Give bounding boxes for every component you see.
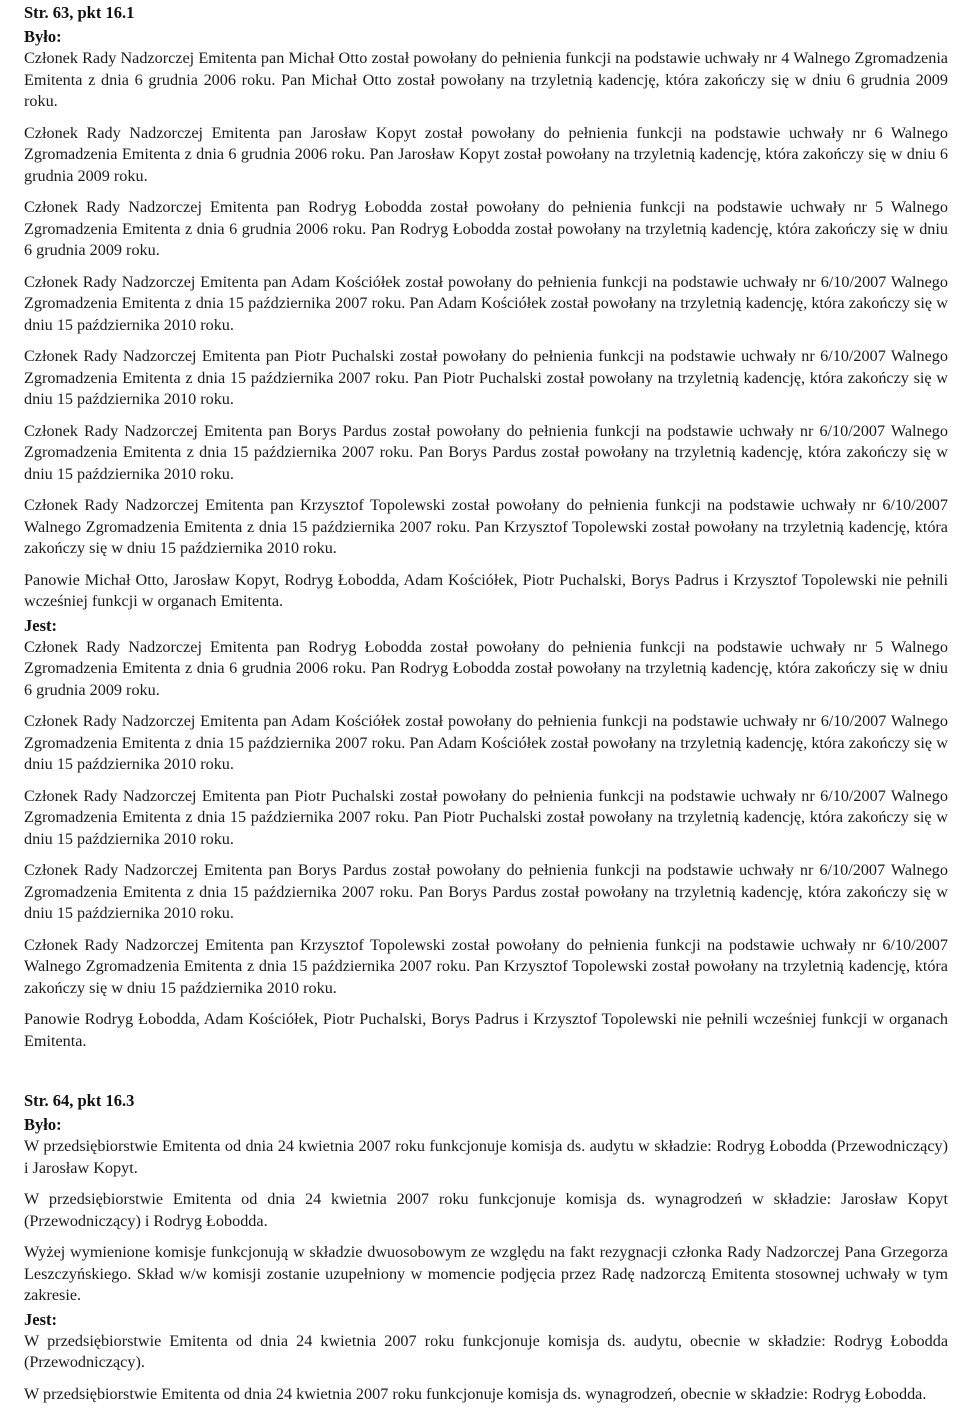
paragraph: Członek Rady Nadzorczej Emitenta pan Jarosław Kopyt został powołany do pełnienia funkcji na podstawie uchwały nr 6 Walnego Zgromadzenia Emitenta z dnia 6 grudnia 2006 roku. Pan Jarosław Kopyt został powołany na trzyletnią kadencję, która zakończy się w dniu 6 grudnia 2009 roku. [24,123,948,185]
jest-paragraphs [24,1331,948,1406]
paragraph: Członek Rady Nadzorczej Emitenta pan Rodryg Łobodda został powołany do pełnienia funkcji na podstawie uchwały nr 5 Walnego Zgromadzenia Emitenta z dnia 6 grudnia 2006 roku. Pan Rodryg Łobodda został powołany na trzyletnią kadencję, która zakończy się w dniu 6 grudnia 2009 roku. [24,198,948,259]
paragraph: Członek Rady Nadzorczej Emitenta pan Piotr Puchalski został powołany do pełnienia funkcji na podstawie uchwały nr 6/10/2007 Walnego Zgromadzenia Emitenta z dnia 15 października 2007 roku. Pan Piotr Puchalski został powołany na trzyletnią kadencję, która zakończy się w dniu 15 października 2010 roku. [24,786,948,848]
bylo-paragraphs [24,48,948,613]
paragraph: Członek Rady Nadzorczej Emitenta pan Michał Otto został powołany do pełnienia funkcji na podstawie uchwały nr 4 Walnego Zgromadzenia Emitenta z dnia 6 grudnia 2006 roku. Pan Michał Otto został powołany na trzyletnią kadencję, która zakończy się w dniu 6 grudnia 2009 roku. [24,49,948,110]
section-heading: Str. 63, pkt 16.1 [24,3,135,22]
jest-paragraphs [24,637,948,1053]
paragraph: Członek Rady Nadzorczej Emitenta pan Rodryg Łobodda został powołany do pełnienia funkcji na podstawie uchwały nr 5 Walnego Zgromadzenia Emitenta z dnia 6 grudnia 2006 roku. Pan Rodryg Łobodda został powołany na trzyletnią kadencję, która zakończy się w dniu 6 grudnia 2009 roku. [24,637,948,699]
paragraph: Członek Rady Nadzorczej Emitenta pan Krzysztof Topolewski został powołany do pełnienia funkcji na podstawie uchwały nr 6/10/2007 Walnego Zgromadzenia Emitenta z dnia 15 października 2007 roku. Pan Krzysztof Topolewski został powołany na trzyletnią kadencję, która zakończy się w dniu 15 października 2010 roku. [24,935,948,997]
section-pkt-16-3 [24,1090,948,1405]
paragraph: W przedsiębiorstwie Emitenta od dnia 24 kwietnia 2007 roku funkcjonuje komisja ds. wynagrodzeń, obecnie w składzie: Rodryg Łobodda. [24,1384,927,1403]
bylo-label: Było: [24,1115,62,1134]
paragraph: Panowie Rodryg Łobodda, Adam Kościółek, Piotr Puchalski, Borys Padrus i Krzysztof Topolewski nie pełnili wcześniej funkcji w organach Emitenta. [24,1010,948,1050]
paragraph: W przedsiębiorstwie Emitenta od dnia 24 kwietnia 2007 roku funkcjonuje komisja ds. audytu, obecnie w składzie: Rodryg Łobodda (Przewodniczący). [24,1331,948,1371]
paragraph: W przedsiębiorstwie Emitenta od dnia 24 kwietnia 2007 roku funkcjonuje komisja ds. audytu w składzie: Rodryg Łobodda (Przewodniczący) i Jarosław Kopyt. [24,1137,948,1177]
section-heading: Str. 64, pkt 16.3 [24,1091,135,1110]
bylo-paragraphs [24,1136,948,1307]
paragraph: Członek Rady Nadzorczej Emitenta pan Adam Kościółek został powołany do pełnienia funkcji na podstawie uchwały nr 6/10/2007 Walnego Zgromadzenia Emitenta z dnia 15 października 2007 roku. Pan Adam Kościółek został powołany na trzyletnią kadencję, która zakończy się w dniu 15 października 2010 roku. [24,272,948,334]
paragraph: Wyżej wymienione komisje funkcjonują w składzie dwuosobowym ze względu na fakt rezygnacji członka Rady Nadzorczej Pana Grzegorza Leszczyńskiego. Skład w/w komisji zostanie uzupełniony w momencie podjęcia przez Radę nadzorczą Emitenta stosownej uchwały w tym zakresie. [24,1243,948,1304]
paragraph: Członek Rady Nadzorczej Emitenta pan Borys Pardus został powołany do pełnienia funkcji na podstawie uchwały nr 6/10/2007 Walnego Zgromadzenia Emitenta z dnia 15 października 2007 roku. Pan Borys Pardus został powołany na trzyletnią kadencję, która zakończy się w dniu 15 października 2010 roku. [24,861,948,922]
paragraph: Członek Rady Nadzorczej Emitenta pan Adam Kościółek został powołany do pełnienia funkcji na podstawie uchwały nr 6/10/2007 Walnego Zgromadzenia Emitenta z dnia 15 października 2007 roku. Pan Adam Kościółek został powołany na trzyletnią kadencję, która zakończy się w dniu 15 października 2010 roku. [24,712,948,773]
bylo-label: Było: [24,27,62,46]
paragraph: W przedsiębiorstwie Emitenta od dnia 24 kwietnia 2007 roku funkcjonuje komisja ds. wynagrodzeń w składzie: Jarosław Kopyt (Przewodniczący) i Rodryg Łobodda. [24,1190,948,1230]
jest-label: Jest: [24,615,57,635]
section-pkt-16-1 [24,2,948,1052]
paragraph: Członek Rady Nadzorczej Emitenta pan Borys Pardus został powołany do pełnienia funkcji na podstawie uchwały nr 6/10/2007 Walnego Zgromadzenia Emitenta z dnia 15 października 2007 roku. Pan Borys Pardus został powołany na trzyletnią kadencję, która zakończy się w dniu 15 października 2010 roku. [24,421,948,483]
paragraph: Panowie Michał Otto, Jarosław Kopyt, Rodryg Łobodda, Adam Kościółek, Piotr Puchalski, Borys Padrus i Krzysztof Topolewski nie pełnili wcześniej funkcji w organach Emitenta. [24,570,948,610]
paragraph: Członek Rady Nadzorczej Emitenta pan Piotr Puchalski został powołany do pełnienia funkcji na podstawie uchwały nr 6/10/2007 Walnego Zgromadzenia Emitenta z dnia 15 października 2007 roku. Pan Piotr Puchalski został powołany na trzyletnią kadencję, która zakończy się w dniu 15 października 2010 roku. [24,347,948,408]
paragraph: Członek Rady Nadzorczej Emitenta pan Krzysztof Topolewski został powołany do pełnienia funkcji na podstawie uchwały nr 6/10/2007 Walnego Zgromadzenia Emitenta z dnia 15 października 2007 roku. Pan Krzysztof Topolewski został powołany na trzyletnią kadencję, która zakończy się w dniu 15 października 2010 roku. [24,496,948,557]
jest-label: Jest: [24,1309,57,1329]
